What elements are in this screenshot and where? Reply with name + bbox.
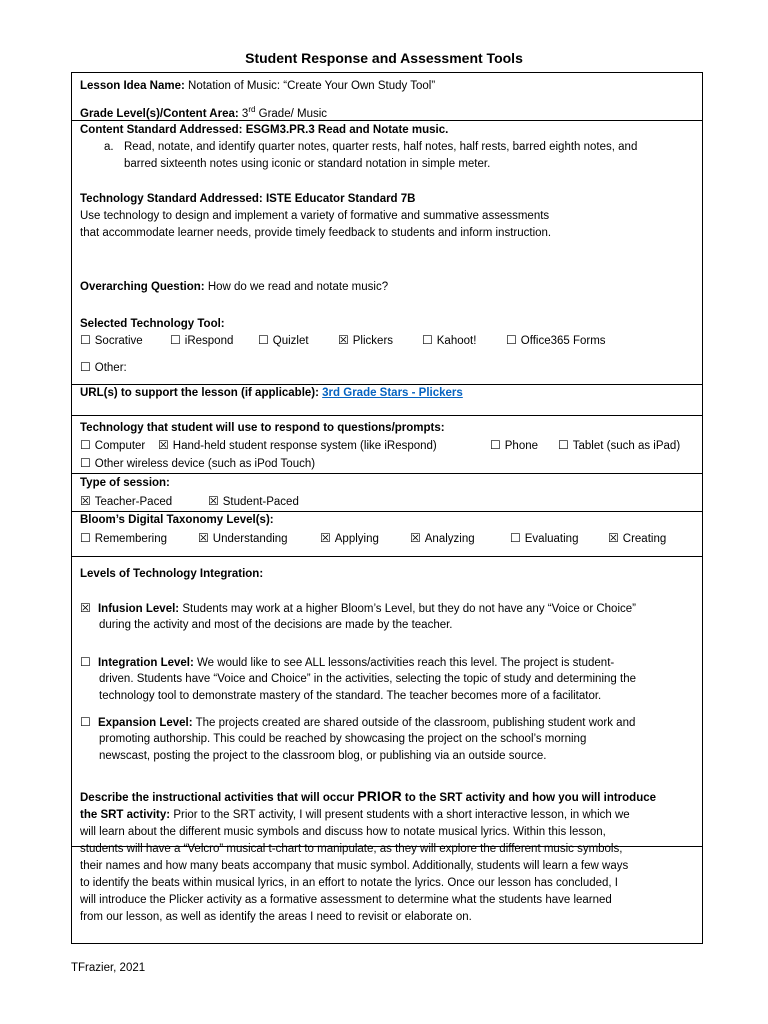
grade-rest: Grade/ Music: [258, 107, 328, 120]
lesson-row: [72, 73, 702, 121]
bloom-option-remembering[interactable]: ☐ Remembering: [80, 531, 167, 545]
tools-row: [72, 313, 702, 416]
session-option-teacher[interactable]: ☒ Teacher-Paced: [80, 494, 173, 508]
page-title: Student Response and Assessment Tools: [245, 50, 523, 66]
respond-option-handheld[interactable]: ☒ Hand-held student response system (like iRespond): [158, 438, 437, 452]
respond-option-phone[interactable]: ☐ Phone: [490, 438, 539, 452]
bloom-row: [72, 512, 702, 557]
tech-standard-value: ISTE Educator Standard 7B: [265, 193, 416, 205]
tech-standard-label: Technology Standard Addressed:: [80, 193, 263, 205]
grade-level: [80, 103, 327, 121]
checkbox-icon[interactable]: ☐: [80, 655, 91, 669]
tools-label: Selected Technology Tool:: [80, 318, 225, 330]
overarching-label: Overarching Question:: [80, 281, 205, 293]
infusion-line1: ☒ Infusion Level: Students may work at a higher Bloom’s Level, but they do not have any “Voice or Choice”: [80, 601, 636, 615]
bloom-option-analyzing[interactable]: ☒ Analyzing: [410, 531, 475, 545]
bloom-label: Bloom’s Digital Taxonomy Level(s):: [80, 514, 274, 526]
integration-line2: driven. Students have “Voice and Choice” in the activities, selecting the topic of study and determining the: [99, 673, 636, 685]
infusion-label: Infusion Level:: [97, 603, 180, 615]
expansion-line2: promoting authorship. This could be reached by showcasing the project on the school’s morning: [99, 733, 587, 745]
prior-line7: from our lesson, as well as identify the areas I need to revisit or elaborate on.: [80, 911, 472, 923]
tool-option-socrative[interactable]: ☐ Socrative: [80, 333, 143, 347]
respond-option-other[interactable]: ☐ Other wireless device (such as iPod Touch): [80, 456, 316, 470]
lesson-idea-value: Notation of Music: “Create Your Own Study Tool”: [188, 80, 436, 92]
checkbox-icon[interactable]: ☐: [80, 333, 91, 347]
tool-option-irespond[interactable]: ☐ iRespond: [170, 333, 234, 347]
content-item-marker: a.: [104, 141, 114, 153]
checkbox-checked-icon[interactable]: ☒: [608, 531, 619, 545]
prior-row: [72, 777, 702, 943]
expansion-line1: ☐ Expansion Level: The projects created are shared outside of the classroom, publishing student work and: [80, 715, 636, 729]
session-label: Type of session:: [80, 477, 170, 489]
bloom-option-applying[interactable]: ☒ Applying: [320, 531, 379, 545]
grade-label: Grade Level(s)/Content Area:: [80, 107, 239, 120]
prior-line6: will introduce the Plicker activity as a formative assessment to determine what the students have learned: [80, 894, 612, 906]
checkbox-icon[interactable]: ☐: [506, 333, 517, 347]
overarching-value: How do we read and notate music?: [207, 281, 389, 293]
tech-standard-line2: that accommodate learner needs, provide timely feedback to students and inform instruction.: [80, 227, 552, 239]
integration-line1: ☐ Integration Level: We would like to see ALL lessons/activities reach this level. The project is student-: [80, 655, 615, 669]
content-item-line1: Read, notate, and identify quarter notes, quarter rests, half notes, half rests, barred eighth notes, and: [124, 141, 638, 153]
bloom-option-understanding[interactable]: ☒ Understanding: [198, 531, 288, 545]
checkbox-icon[interactable]: ☐: [80, 360, 91, 374]
integration-label: Integration Level:: [97, 657, 194, 669]
checkbox-icon[interactable]: ☐: [80, 531, 91, 545]
bloom-option-evaluating[interactable]: ☐ Evaluating: [510, 531, 579, 545]
overarching-question: [80, 280, 388, 294]
prior-line5: to identify the beats within musical lyrics, in an effort to notate the lyrics. Once our lesson has concluded, I: [80, 877, 619, 889]
checkbox-checked-icon[interactable]: ☒: [158, 438, 169, 452]
checkbox-icon[interactable]: ☐: [490, 438, 501, 452]
checkbox-checked-icon[interactable]: ☒: [198, 531, 209, 545]
content-standard-label: Content Standard Addressed:: [80, 124, 243, 136]
url-line: [80, 386, 463, 400]
prior-question-line1: Describe the instructional activities that will occur PRIOR to the SRT activity and how you will introduce: [80, 788, 657, 804]
content-item-line2: barred sixteenth notes using iconic or standard notation in simple meter.: [124, 158, 491, 170]
respond-option-computer[interactable]: ☐ Computer: [80, 438, 146, 452]
prior-line3: students will have a “Velcro” musical t-chart to manipulate, as they will explore the different music symbols,: [80, 843, 623, 855]
content-standard: [80, 123, 448, 137]
checkbox-icon[interactable]: ☐: [258, 333, 269, 347]
levels-label: Levels of Technology Integration:: [80, 568, 264, 580]
infusion-line2: during the activity and most of the decisions are made by the teacher.: [99, 619, 453, 631]
lesson-idea-label: Lesson Idea Name:: [80, 80, 185, 92]
plickers-link[interactable]: 3rd Grade Stars - Plickers: [322, 387, 463, 399]
tool-option-office365[interactable]: ☐ Office365 Forms: [506, 333, 606, 347]
respond-option-tablet[interactable]: ☐ Tablet (such as iPad): [558, 438, 681, 452]
prior-line2: will learn about the different music symbols and discuss how to notate musical lyrics. Within this lesson,: [80, 826, 606, 838]
tool-option-plickers[interactable]: ☒ Plickers: [338, 333, 394, 347]
tool-option-kahoot[interactable]: ☐ Kahoot!: [422, 333, 477, 347]
content-standard-value: ESGM3.PR.3 Read and Notate music.: [245, 124, 449, 136]
checkbox-icon[interactable]: ☐: [80, 456, 91, 470]
prior-emphasis: PRIOR: [357, 788, 402, 804]
respond-row: [72, 416, 702, 474]
grade-sup: rd: [248, 105, 256, 114]
checkbox-checked-icon[interactable]: ☒: [208, 494, 219, 508]
checkbox-checked-icon[interactable]: ☒: [320, 531, 331, 545]
lesson-idea: [80, 79, 435, 93]
footer-author: TFrazier, 2021: [71, 962, 146, 974]
prior-line1: the SRT activity: Prior to the SRT activity, I will present students with a short interactive lesson, in which we: [80, 809, 630, 821]
grade-num: 3: [241, 107, 249, 120]
checkbox-checked-icon[interactable]: ☒: [338, 333, 349, 347]
checkbox-icon[interactable]: ☐: [510, 531, 521, 545]
checkbox-icon[interactable]: ☐: [80, 715, 91, 729]
checkbox-checked-icon[interactable]: ☒: [80, 601, 91, 615]
checkbox-checked-icon[interactable]: ☒: [410, 531, 421, 545]
checkbox-icon[interactable]: ☐: [80, 438, 91, 452]
expansion-line3: newscast, posting the project to the classroom blog, or publishing via an outside source.: [99, 750, 547, 762]
checkbox-icon[interactable]: ☐: [422, 333, 433, 347]
bloom-option-creating[interactable]: ☒ Creating: [608, 531, 667, 545]
respond-label: Technology that student will use to respond to questions/prompts:: [80, 422, 445, 434]
checkbox-checked-icon[interactable]: ☒: [80, 494, 91, 508]
url-label: URL(s) to support the lesson (if applicable):: [80, 387, 319, 399]
prior-line4: their names and how many beats accompany that music symbol. Additionally, students will learn a few ways: [80, 860, 629, 872]
session-option-student[interactable]: ☒ Student-Paced: [208, 494, 299, 508]
technology-standard: [80, 192, 415, 206]
session-row: [72, 474, 702, 512]
expansion-label: Expansion Level:: [97, 717, 193, 729]
checkbox-icon[interactable]: ☐: [558, 438, 569, 452]
tool-option-quizlet[interactable]: ☐ Quizlet: [258, 333, 309, 347]
checkbox-icon[interactable]: ☐: [170, 333, 181, 347]
assessment-table: [71, 72, 703, 944]
tool-option-other[interactable]: ☐ Other:: [80, 360, 127, 374]
tech-standard-line1: Use technology to design and implement a variety of formative and summative assessments: [80, 210, 550, 222]
integration-line3: technology tool to demonstrate mastery of the standard. The teacher becomes more of a facilitator.: [99, 690, 602, 702]
